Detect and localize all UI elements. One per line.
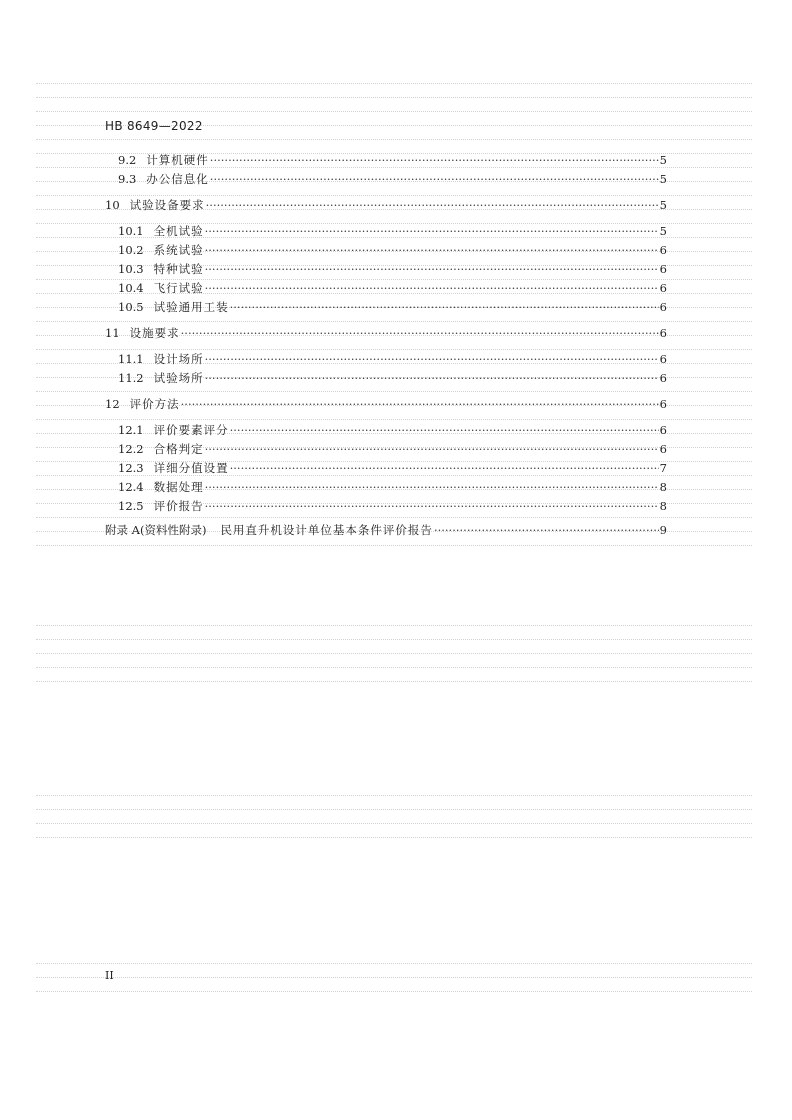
toc-leader-dots [210,153,659,167]
toc-entry-number: 10.2 [118,243,144,257]
toc-entry[interactable] [118,262,667,278]
toc-entry[interactable] [105,523,667,539]
toc-entry[interactable] [105,397,667,413]
toc-entry[interactable] [118,461,667,477]
toc-entry-title: 设计场所 [153,352,204,366]
toc-entry-page: 6 [659,326,667,340]
toc-entry-page: 6 [659,397,667,411]
toc-entry-title: 详细分值设置 [153,461,229,475]
toc-entry[interactable] [118,499,667,515]
toc-entry-number: 11.1 [118,352,144,366]
toc-entry-page: 9 [659,523,667,537]
toc-entry-title: 试验场所 [153,371,204,385]
toc-entry-page: 5 [659,224,667,238]
toc-entry-title: 设施要求 [129,326,180,340]
toc-leader-dots [230,461,659,475]
toc-entry-page: 8 [659,480,667,494]
toc-entry-page: 6 [659,371,667,385]
toc-leader-dots [205,262,659,276]
toc-entry[interactable] [118,172,667,188]
toc-entry-number: 10.4 [118,281,144,295]
toc-entry-page: 5 [659,153,667,167]
toc-entry-page: 8 [659,499,667,513]
toc-entry[interactable] [118,352,667,368]
toc-entry-title: 民用直升机设计单位基本条件评价报告 [220,523,433,537]
toc-entry-page: 6 [659,300,667,314]
toc-entry-number: 12.3 [118,461,144,475]
toc-entry-title: 评价要素评分 [153,423,229,437]
page-number: II [105,969,114,982]
toc-entry-number: 10 [105,198,120,212]
toc-entry-page: 6 [659,243,667,257]
toc-entry-number: 9.2 [118,153,137,167]
toc-leader-dots [205,224,659,238]
toc-entry-number: 11.2 [118,371,144,385]
toc-entry-number: 12 [105,397,120,411]
toc-entry-title: 评价报告 [153,499,204,513]
toc-entry-title: 数据处理 [153,480,204,494]
toc-leader-dots [205,243,659,257]
toc-entry-number: 12.4 [118,480,144,494]
toc-entry-title: 试验通用工装 [153,300,229,314]
toc-entry-page: 6 [659,423,667,437]
toc-entry-page: 6 [659,352,667,366]
toc-leader-dots [205,499,659,513]
toc-entry-title: 合格判定 [153,442,204,456]
toc-entry-number: 9.3 [118,172,137,186]
toc-entry-title: 全机试验 [153,224,204,238]
toc-entry-title: 系统试验 [153,243,204,257]
toc-entry-title: 评价方法 [129,397,180,411]
toc-entry-number: 10.5 [118,300,144,314]
toc-leader-dots [205,442,659,456]
toc-entry-number: 12.2 [118,442,144,456]
toc-entry-number: 12.5 [118,499,144,513]
toc-entry-number: 12.1 [118,423,144,437]
toc-leader-dots [205,371,659,385]
toc-entry-number: 附录 A(资料性附录) [105,523,207,537]
standard-code-header: HB 8649—2022 [105,119,203,133]
toc-entry-title: 特种试验 [153,262,204,276]
toc-entry-title: 飞行试验 [153,281,204,295]
toc-entry[interactable] [118,480,667,496]
toc-entry[interactable] [118,281,667,297]
toc-entry-page: 7 [659,461,667,475]
toc-entry-page: 6 [659,442,667,456]
toc-leader-dots [205,480,659,494]
toc-entry-number: 11 [105,326,120,340]
toc-entry-title: 计算机硬件 [146,153,209,167]
toc-entry[interactable] [105,326,667,342]
toc-entry[interactable] [105,198,667,214]
toc-leader-dots [434,523,659,537]
toc-entry-page: 5 [659,198,667,212]
toc-entry[interactable] [118,371,667,387]
toc-entry[interactable] [118,224,667,240]
toc-entry-page: 6 [659,281,667,295]
toc-leader-dots [230,300,659,314]
toc-leader-dots [206,198,659,212]
toc-entry[interactable] [118,423,667,439]
toc-entry-page: 5 [659,172,667,186]
toc-leader-dots [205,281,659,295]
toc-leader-dots [230,423,659,437]
toc-entry-title: 试验设备要求 [129,198,205,212]
toc-leader-dots [181,397,659,411]
toc-entry-title: 办公信息化 [146,172,209,186]
toc-entry-page: 6 [659,262,667,276]
toc-leader-dots [210,172,659,186]
toc-entry[interactable] [118,243,667,259]
toc-entry-number: 10.1 [118,224,144,238]
toc-entry[interactable] [118,153,667,169]
toc-entry[interactable] [118,300,667,316]
toc-entry[interactable] [118,442,667,458]
toc-leader-dots [181,326,659,340]
toc-leader-dots [205,352,659,366]
toc-entry-number: 10.3 [118,262,144,276]
